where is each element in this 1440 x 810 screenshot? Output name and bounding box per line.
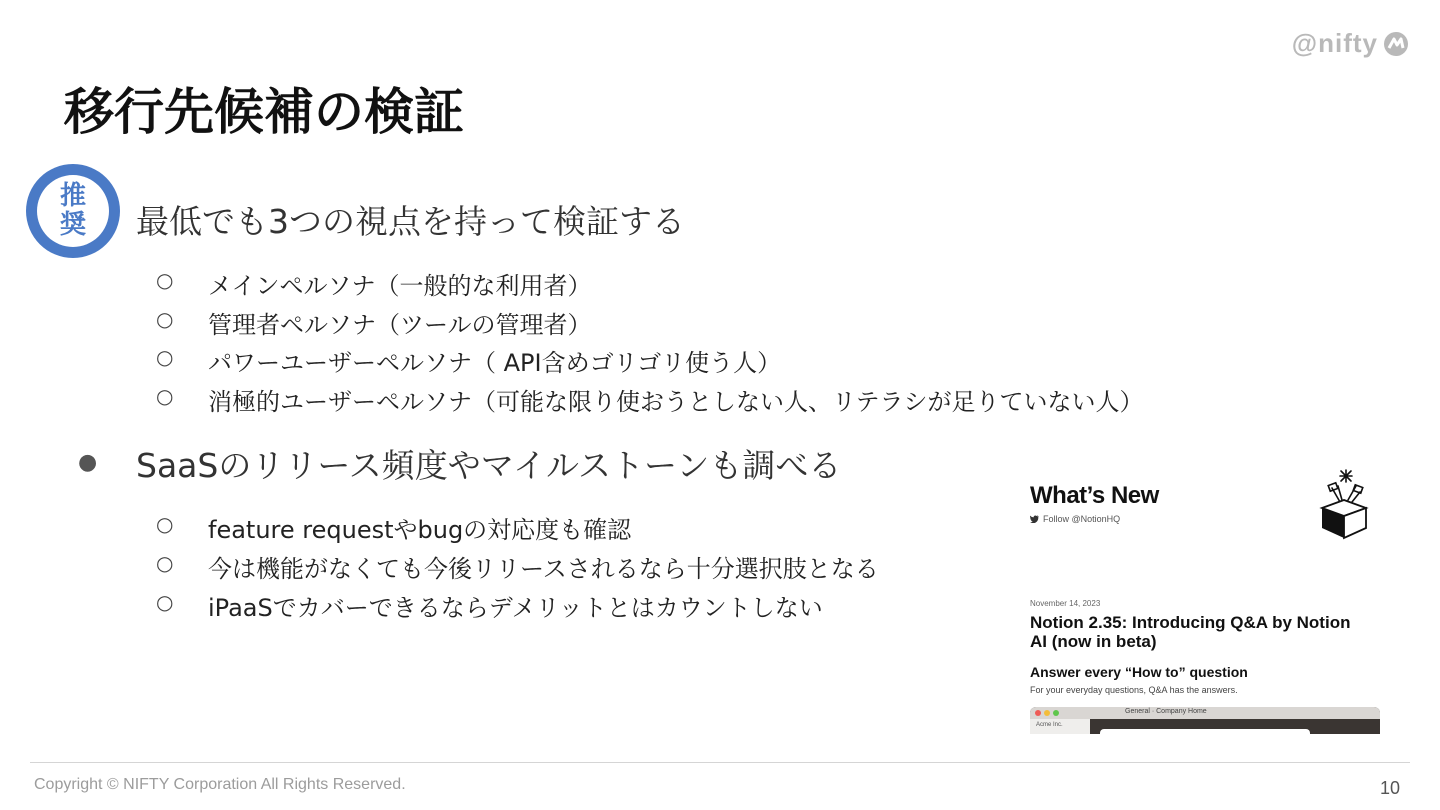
nifty-logo [1292, 28, 1410, 59]
release-date: November 14, 2023 [1030, 599, 1101, 608]
point2-item-1 [156, 510, 631, 545]
app-titlebar [1030, 707, 1380, 719]
point1-item-1 [156, 266, 592, 301]
copyright-text: Copyright © NIFTY Corporation All Rights Reserved. [34, 776, 406, 793]
point1-item-text: 消極的ユーザーペルソナ（可能な限り使おうとしない人、リテラシが足りていない人） [208, 388, 1144, 416]
release-title: Notion 2.35: Introducing Q&A by Notion AI (now in beta) [1030, 613, 1351, 651]
point2-item-text: 今は機能がなくても今後リリースされるなら十分選択肢となる [208, 555, 879, 583]
point1-heading: 最低でも3つの視点を持って検証する [136, 202, 685, 241]
window-zoom-dot-icon [1053, 710, 1059, 716]
point1-item-2 [156, 305, 592, 340]
point1-item-4 [156, 382, 1144, 417]
circle-bullet-icon: ○ [156, 307, 174, 331]
page-number: 10 [1379, 778, 1400, 798]
point2-item-3 [156, 588, 823, 623]
gift-box-illustration-icon [1316, 466, 1372, 542]
circle-bullet-icon: ○ [156, 590, 174, 614]
point2-heading: SaaSのリリース頻度やマイルストーンも調べる [136, 446, 842, 485]
badge-char-1: 推 [59, 181, 86, 211]
circle-bullet-icon: ○ [156, 512, 174, 536]
app-sidebar [1030, 719, 1090, 734]
app-preview-image [1030, 707, 1380, 734]
window-minimize-dot-icon [1044, 710, 1050, 716]
app-dialog-card [1100, 729, 1310, 734]
badge-char-2: 奨 [59, 210, 86, 240]
logo-mark-icon [1382, 30, 1410, 58]
recommended-badge [26, 164, 120, 258]
twitter-bird-icon [1030, 515, 1039, 523]
release-body: For your everyday questions, Q&A has the answers. [1030, 685, 1238, 695]
point1-item-text: パワーユーザーペルソナ（ API含めゴリゴリ使う人） [208, 349, 782, 377]
point1-item-text: メインペルソナ（一般的な利用者） [208, 272, 592, 300]
circle-bullet-icon: ○ [156, 384, 174, 408]
app-tab-text: General · Company Home [1125, 708, 1207, 715]
follow-text: Follow @NotionHQ [1043, 514, 1121, 524]
circle-bullet-icon: ○ [156, 268, 174, 292]
whats-new-screenshot [1018, 462, 1388, 734]
point2-item-text: iPaaSでカバーできるならデメリットとはカウントしない [208, 594, 823, 622]
point1-item-text: 管理者ペルソナ（ツールの管理者） [208, 311, 592, 339]
point2-item-2 [156, 549, 879, 584]
app-sidebar-text: Acme Inc. [1036, 722, 1063, 728]
slide-title: 移行先候補の検証 [64, 83, 464, 141]
circle-bullet-icon: ○ [156, 345, 174, 369]
badge-inner [37, 175, 109, 247]
footer-divider [30, 762, 1410, 763]
window-close-dot-icon [1035, 710, 1041, 716]
logo-text: @nifty [1291, 28, 1378, 58]
point1-item-3 [156, 343, 781, 378]
circle-bullet-icon: ○ [156, 551, 174, 575]
point2-item-text: feature requestやbugの対応度も確認 [208, 516, 632, 544]
follow-link [1030, 514, 1120, 524]
filled-bullet-icon: ● [78, 450, 98, 475]
whats-new-heading: What’s New [1030, 482, 1159, 509]
release-subheading: Answer every “How to” question [1030, 664, 1248, 680]
